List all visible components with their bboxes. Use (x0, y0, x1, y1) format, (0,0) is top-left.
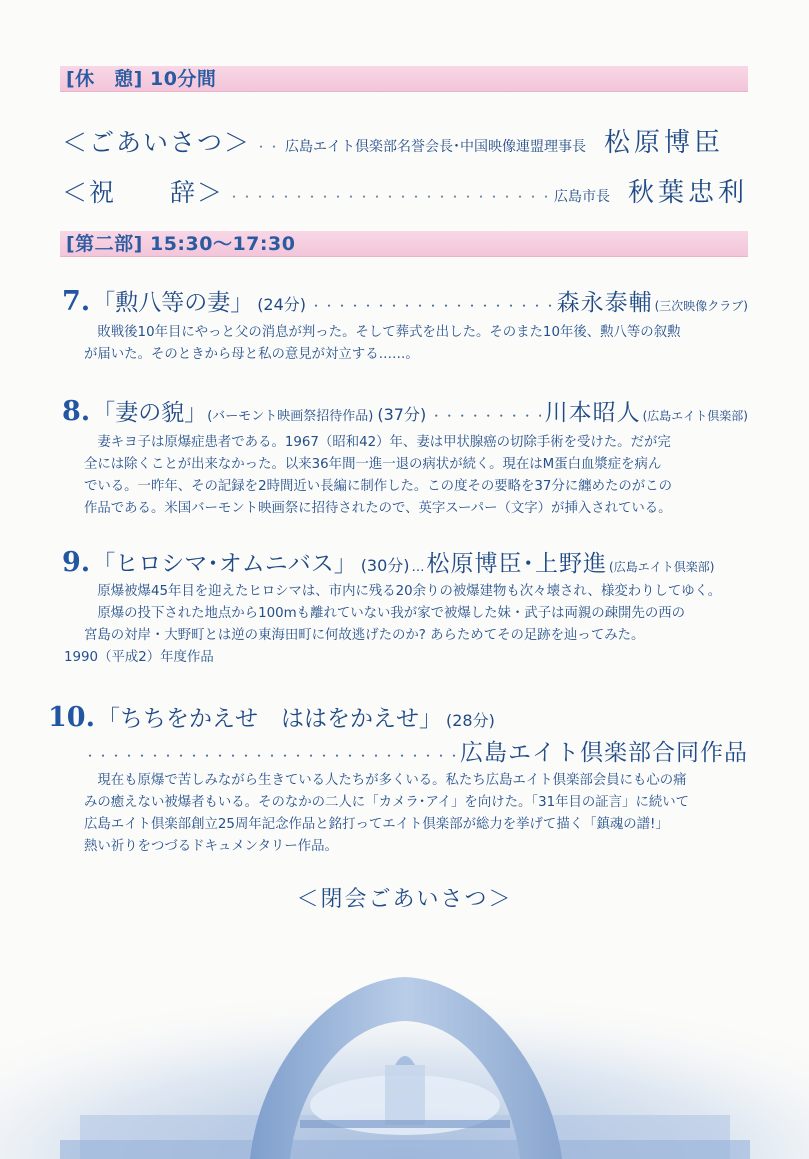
item-description (64, 581, 722, 669)
leader-dots (430, 407, 540, 424)
item-title: 「勲八等の妻」 (92, 290, 254, 316)
closing-greeting: ＜閉会ごあいさつ＞ (296, 887, 513, 912)
description-line: 宮島の対岸・大野町とは逆の東海田町に何故逃げたのか? あらためてその足跡を辿ってみた。 (84, 628, 645, 643)
item-author: 広島エイト倶楽部合同作品 (460, 740, 748, 766)
congrats-row (62, 172, 748, 209)
item-description (84, 322, 680, 366)
congrats-lead: ＜祝 辞＞ (62, 178, 225, 207)
leader-dots (310, 297, 553, 314)
description-line: 妻キヨ子は原爆症患者である。1967（昭和42）年、妻は甲状腺癌の切除手術を受けた。だが完 (84, 435, 671, 450)
program-item-9 (62, 545, 748, 578)
item-subtitle: (バーモント映画祭招待作品) (207, 409, 374, 424)
item-duration: (28分) (445, 711, 495, 730)
description-line: でいる。一昨年、その記録を2時間近い長編に制作した。この度その要略を37分に纏めたのがこの (84, 479, 672, 494)
item-title: 「ちちをかえせ ははをかえせ」 (96, 706, 442, 732)
item-number: 7. (62, 286, 91, 317)
item-title: 「妻の貌」 (92, 400, 208, 426)
item-affiliation: (広島エイト倶楽部) (642, 409, 748, 423)
item-duration: (24分) (257, 295, 307, 314)
part2-label: [第二部] 15:30～17:30 (66, 233, 296, 255)
item-number: 8. (62, 396, 91, 427)
item-description (84, 770, 689, 858)
item-duration: (37分) (377, 405, 427, 424)
item-number: 9. (62, 547, 91, 578)
description-line: みの癒えない被爆者もいる。そのなかの二人に「カメラ･アイ」を向けた。「31年目の証言」に続いて (84, 795, 690, 810)
description-line: 敗戦後10年目にやっと父の消息が判った。そして葬式を出した。そのまた10年後、勲八等の叙勲 (84, 325, 681, 340)
item-affiliation: (三次映像クラブ) (654, 299, 748, 313)
description-line: 原爆被爆45年目を迎えたヒロシマは、市内に残る20余りの被爆建物も次々壊され、様変わりしてゆく。 (84, 584, 722, 599)
description-line: が届いた。そのときから母と私の意見が対立する……。 (84, 347, 419, 362)
break-band (60, 66, 748, 92)
item-leader: … (411, 560, 425, 575)
description-line: 原爆の投下された地点から100mも離れていない我が家で被爆した妹・武子は両親の疎開先の西の (84, 606, 686, 621)
description-line: 広島エイト倶楽部創立25周年記念作品と銘打ってエイト倶楽部が総力を挙げて描く「鎮魂の譜!」 (84, 817, 669, 832)
leader-dots (255, 138, 281, 155)
cenotaph-photo (0, 915, 809, 1159)
item-author: 川本昭人 (544, 400, 641, 426)
leader-dots (84, 747, 456, 764)
program-item-10 (48, 700, 748, 733)
item-author-row (84, 734, 748, 767)
break-label: [休 憩] 10分間 (66, 68, 217, 90)
program-item-7 (62, 284, 748, 317)
congrats-role: 広島市長 (553, 189, 610, 205)
greeting-lead: ＜ごあいさつ＞ (62, 128, 252, 157)
description-line: 作品である。米国バーモント映画祭に招待されたので、英字スーパー（文字）が挿入されている。 (84, 501, 672, 516)
item-number: 10. (48, 702, 95, 733)
item-affiliation: (広島エイト倶楽部) (609, 560, 715, 574)
description-line: 1990（平成2）年度作品 (64, 650, 214, 665)
leader-dots (228, 188, 550, 205)
item-title: 「ヒロシマ･オムニバス」 (92, 551, 357, 577)
item-author: 森永泰輔 (556, 290, 653, 316)
description-line: 現在も原爆で苦しみながら生きている人たちが多くいる。私たち広島エイト倶楽部会員にも心の痛 (84, 773, 687, 788)
description-line: 全には除くことが出来なかった。以来36年間一進一退の病状が続く。現在はM蛋白血漿症を病ん (84, 457, 662, 472)
greeting-row (62, 122, 748, 159)
congrats-person: 秋葉忠利 (627, 178, 748, 208)
program-item-8 (62, 394, 748, 427)
part2-band (60, 231, 748, 257)
greeting-role: 広島エイト倶楽部名誉会長･中国映像連盟理事長 (285, 139, 587, 155)
description-line: 熱い祈りをつづるドキュメンタリー作品。 (84, 839, 338, 854)
item-author: 松原博臣･上野進 (426, 551, 608, 577)
greeting-person: 松原博臣 (604, 128, 725, 158)
item-duration: (30分) (360, 556, 410, 575)
item-description (84, 432, 672, 520)
